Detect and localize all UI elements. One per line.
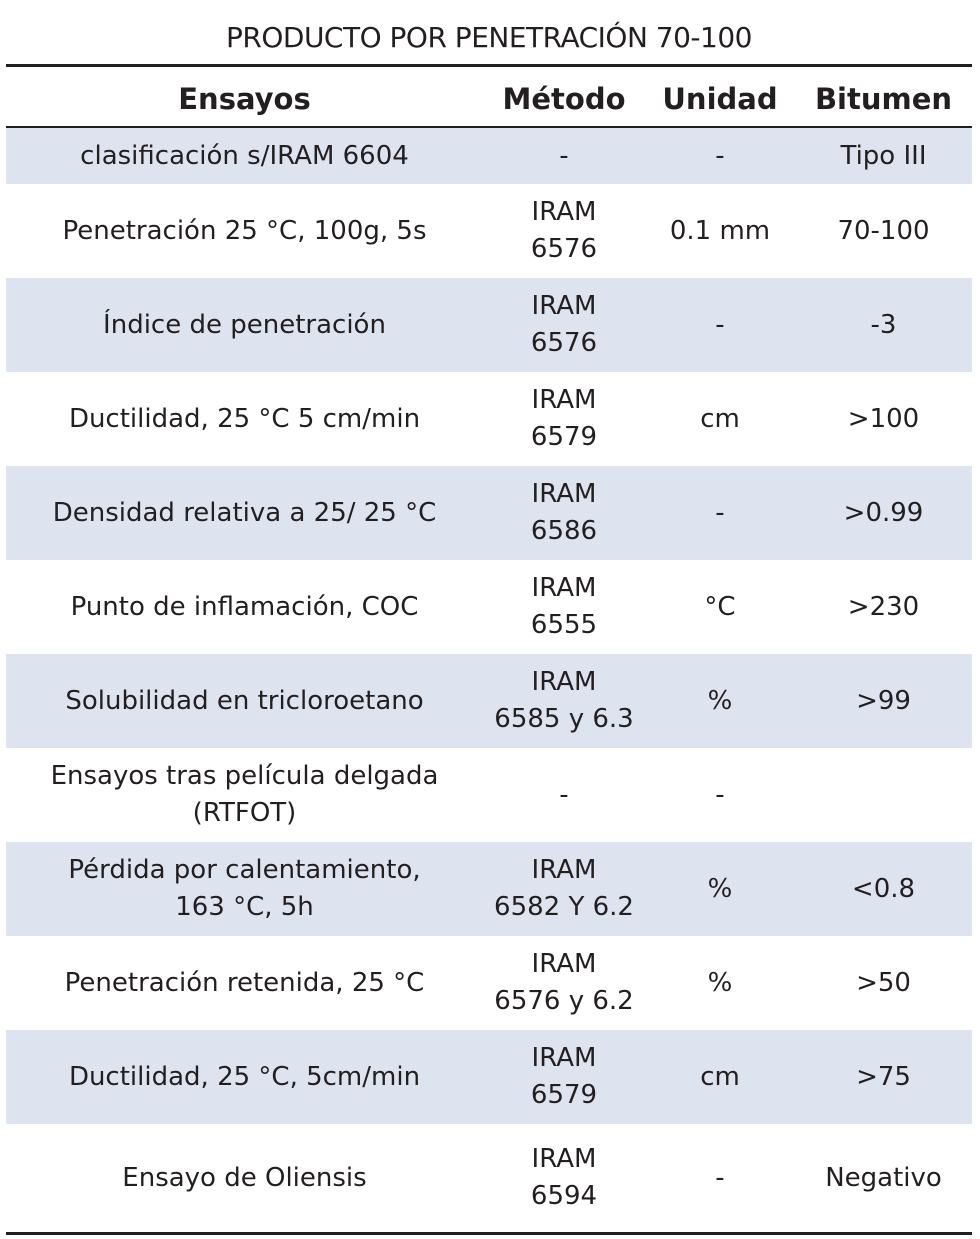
bitumen-cell: >99	[795, 654, 972, 748]
bitumen-cell: <0.8	[795, 842, 972, 936]
table-row	[6, 278, 972, 372]
metodo-cell: IRAM 6582 Y 6.2	[483, 842, 645, 936]
metodo-cell: IRAM 6579	[483, 1030, 645, 1124]
metodo-cell: -	[559, 779, 569, 810]
ensayo-cell: Ensayos tras película delgada (RTFOT)	[50, 761, 439, 828]
table-row	[6, 466, 972, 560]
ensayo-cell: Densidad relativa a 25/ 25 °C	[6, 466, 483, 560]
metodo-cell: IRAM 6555	[530, 573, 598, 640]
table-row	[6, 560, 972, 654]
unidad-cell: -	[645, 128, 795, 184]
table-row	[6, 936, 972, 1030]
spec-table	[6, 67, 972, 1232]
table-row	[6, 654, 972, 748]
header-row	[6, 67, 972, 126]
bottom-divider	[6, 1232, 972, 1235]
table-row	[6, 372, 972, 466]
metodo-cell: IRAM 6586	[483, 466, 645, 560]
table-row	[6, 128, 972, 184]
unidad-cell: °C	[704, 591, 736, 622]
ensayo-cell: Índice de penetración	[6, 278, 483, 372]
unidad-cell: -	[645, 466, 795, 560]
metodo-cell: IRAM 6576	[483, 278, 645, 372]
bitumen-cell: -3	[795, 278, 972, 372]
header-metodo: Método	[502, 81, 626, 116]
ensayo-cell: Punto de inflamación, COC	[70, 591, 419, 622]
table-row	[6, 842, 972, 936]
bitumen-cell: Negativo	[825, 1162, 942, 1193]
table-row	[6, 184, 972, 278]
metodo-cell: IRAM 6594	[530, 1144, 598, 1211]
table-row	[6, 1030, 972, 1124]
ensayo-cell: Solubilidad en tricloroetano	[6, 654, 483, 748]
ensayo-cell: clasificación s/IRAM 6604	[6, 128, 483, 184]
header-unidad: Unidad	[662, 81, 778, 116]
unidad-cell: 0.1 mm	[669, 215, 771, 246]
bitumen-cell: Tipo III	[795, 128, 972, 184]
bitumen-cell: >100	[847, 403, 920, 434]
unidad-cell: cm	[645, 1030, 795, 1124]
unidad-cell: -	[715, 779, 725, 810]
unidad-cell: -	[645, 278, 795, 372]
header-ensayos: Ensayos	[178, 81, 311, 116]
bitumen-cell: 70-100	[837, 215, 930, 246]
unidad-cell: %	[645, 654, 795, 748]
ensayo-cell: Pérdida por calentamiento, 163 °C, 5h	[6, 842, 483, 936]
table-title: PRODUCTO POR PENETRACIÓN 70-100	[226, 21, 752, 54]
metodo-cell: IRAM 6576 y 6.2	[494, 949, 634, 1016]
ensayo-cell: Penetración retenida, 25 °C	[64, 967, 425, 998]
unidad-cell: %	[645, 842, 795, 936]
table-row	[6, 1124, 972, 1232]
bitumen-cell: >50	[856, 967, 911, 998]
ensayo-cell: Ductilidad, 25 °C 5 cm/min	[68, 403, 421, 434]
ensayo-cell: Penetración 25 °C, 100g, 5s	[62, 215, 427, 246]
unidad-cell: cm	[700, 403, 740, 434]
bitumen-cell	[795, 748, 972, 842]
bitumen-cell: >230	[847, 591, 920, 622]
metodo-cell: -	[483, 128, 645, 184]
ensayo-cell: Ensayo de Oliensis	[122, 1162, 367, 1193]
ensayo-cell: Ductilidad, 25 °C, 5cm/min	[6, 1030, 483, 1124]
spec-sheet	[6, 0, 972, 1235]
table-row	[6, 748, 972, 842]
metodo-cell: IRAM 6576	[530, 197, 598, 264]
bitumen-cell: >0.99	[795, 466, 972, 560]
metodo-cell: IRAM 6579	[530, 385, 598, 452]
unidad-cell: -	[715, 1162, 725, 1193]
bitumen-cell: >75	[795, 1030, 972, 1124]
unidad-cell: %	[707, 967, 733, 998]
metodo-cell: IRAM 6585 y 6.3	[483, 654, 645, 748]
header-bitumen: Bitumen	[814, 81, 953, 116]
